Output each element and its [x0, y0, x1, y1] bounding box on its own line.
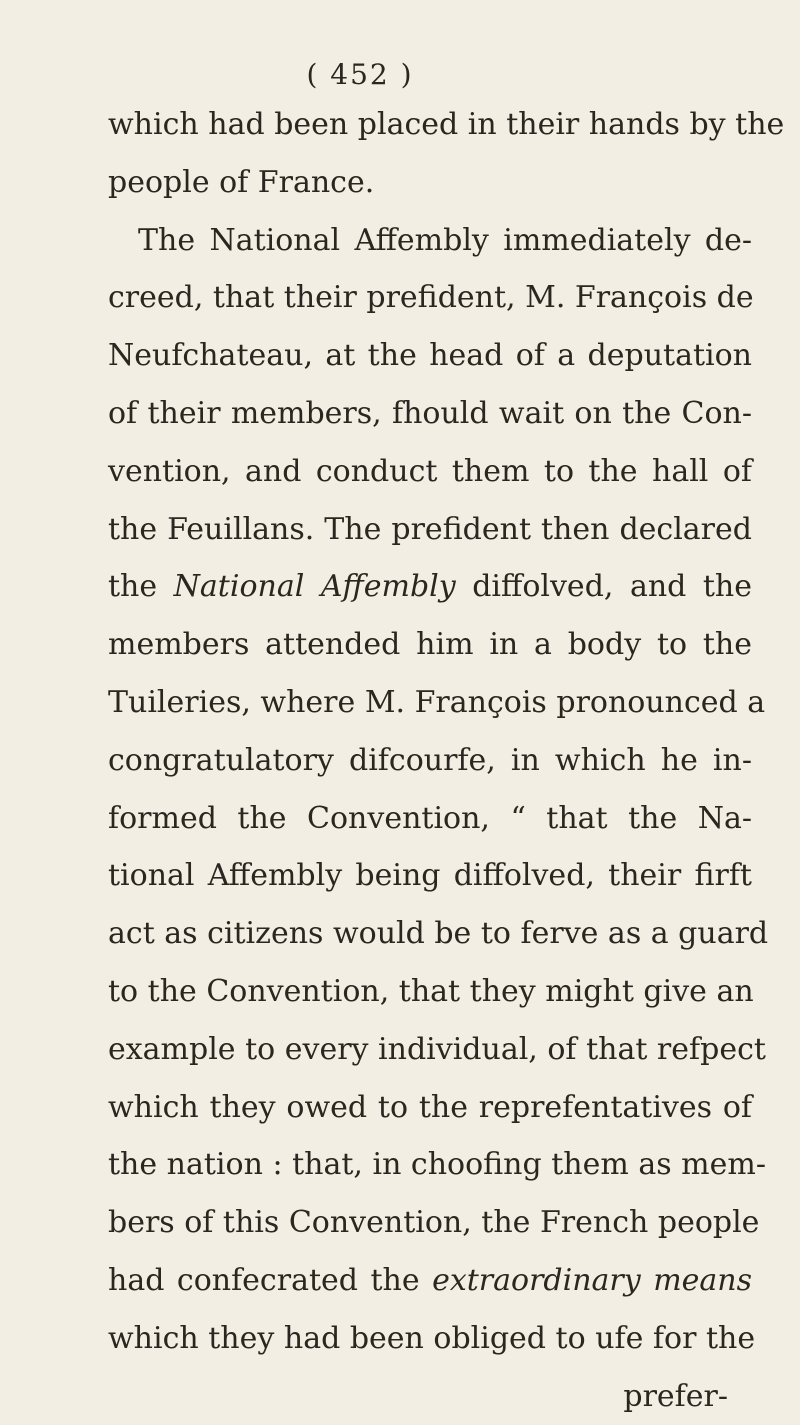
italic-phrase: National Affembly [173, 569, 456, 605]
text-line [108, 1252, 752, 1310]
text-line: to the Convention, that they might give an [108, 973, 754, 1009]
text-line: Tuileries, where M. François pronounced a [108, 684, 766, 720]
text-line [108, 558, 752, 616]
text-line: congratulatory difcourfe, in which he in- [108, 742, 752, 778]
text-line: the Feuillans. The prefident then declared [108, 511, 752, 547]
body-text [108, 96, 785, 1425]
italic-phrase: extraordinary means [432, 1262, 752, 1298]
text-line: Neufchateau, at the head of a deputation [108, 338, 752, 374]
text-line: The National Affembly immediately de- [138, 222, 752, 258]
text-line: example to every individual, of that refpect [108, 1031, 766, 1067]
text-line: formed the Convention, “ that the Na- [108, 800, 752, 836]
text-segment: the [108, 569, 174, 605]
text-segment: diffolved, and the [455, 569, 752, 605]
text-line: which had been placed in their hands by the [108, 107, 785, 142]
text-line: members attended him in a body to the [108, 627, 752, 663]
text-line: tional Affembly being diffolved, their firft [108, 858, 752, 894]
text-line: vention, and conduct them to the hall of [108, 453, 752, 489]
page-number: ( 452 ) [306, 58, 414, 91]
text-segment: had confecrated the [108, 1262, 433, 1298]
text-line: which they had been obliged to ufe for the [108, 1320, 756, 1356]
text-line: of their members, fhould wait on the Con- [108, 395, 752, 431]
text-line: creed, that their prefident, M. François de [108, 280, 754, 316]
catchword: prefer- [623, 1378, 728, 1414]
text-line: which they owed to the reprefentatives of [108, 1089, 752, 1125]
text-line: act as citizens would be to ferve as a guard [108, 916, 769, 952]
text-line: the nation : that, in choofing them as mem- [108, 1147, 766, 1183]
text-line: bers of this Convention, the French people [108, 1205, 760, 1241]
text-line: people of France. [108, 164, 375, 200]
